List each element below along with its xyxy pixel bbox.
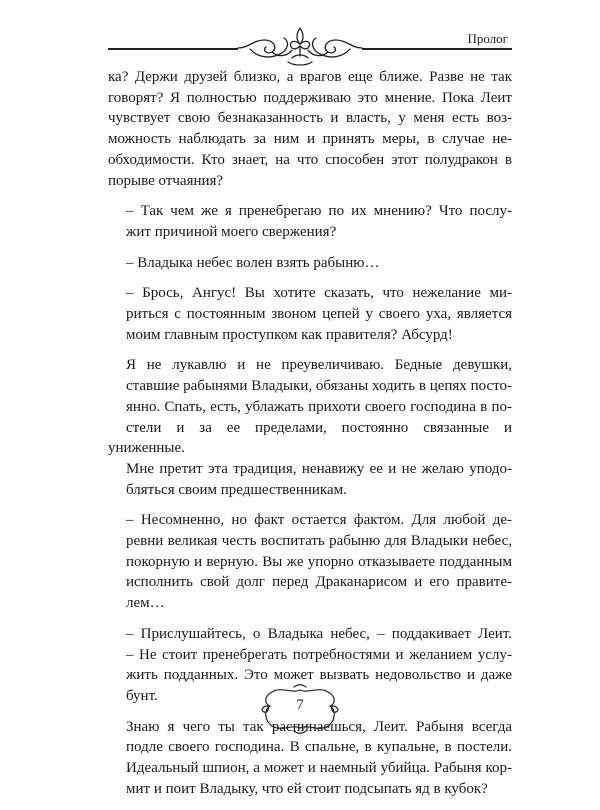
text-line: лем… <box>126 595 165 612</box>
header-rule-left <box>108 48 238 50</box>
text-line: ставшие рабынями Владыки, обязаны ходить в цепях посто- <box>126 378 512 395</box>
text-line: Мне претит эта традиция, ненавижу ее и не желаю уподо- <box>126 460 512 477</box>
header-rule-right <box>362 48 512 50</box>
text-line: покорную и верную. Вы же упорно отказываете подданным <box>126 553 512 570</box>
text-line: – Владыка небес волен взять рабыню… <box>126 254 380 271</box>
text-line: говорят? Я полностью поддерживаю это мнение. Пока Леит <box>108 89 512 106</box>
paragraph <box>108 67 512 191</box>
text-line: обходимости. Кто знает, на что способен этот полудракон в <box>108 151 512 168</box>
paragraph <box>108 355 512 500</box>
page-number: 7 <box>296 697 304 713</box>
text-line: исполнить свой долг перед Драканарисом и его правите- <box>126 574 512 591</box>
text-line: стели и за ее пределами, постоянно связанные и униженные. <box>108 419 512 457</box>
scroll-flourish-ornament-icon <box>232 22 368 68</box>
text-line: Я не лукавлю и не преувеличиваю. Бедные девушки, <box>126 357 512 374</box>
text-line: подле своего господина. В спальне, в купальне, в постели. <box>126 739 512 756</box>
text-line: – Брось, Ангус! Вы хотите сказать, что нежелание ми- <box>126 285 512 302</box>
text-line: Знаю я чего ты так распинаешься, Леит. Рабыня всегда <box>126 718 512 735</box>
text-line: – Несомненно, но факт остается фактом. Для любой де- <box>126 512 512 529</box>
paragraph <box>108 253 512 274</box>
text-line: риться с постоянным звоном цепей у своего уха, является <box>126 306 512 323</box>
page-header <box>0 0 600 75</box>
running-head: Пролог <box>467 31 508 46</box>
text-line: янно. Спать, есть, ублажать прихоти своего господина в по- <box>126 398 512 415</box>
text-line: ка? Держи друзей близко, а врагов еще ближе. Разве не так <box>108 69 512 85</box>
text-line: бляться своим предшественникам. <box>126 481 347 498</box>
paragraph <box>108 510 512 614</box>
text-line: жит причиной моего свержения? <box>126 223 337 240</box>
text-line: порыве отчаяния? <box>108 172 224 189</box>
text-line: – Так чем же я пренебрегаю по их мнению? Что послу- <box>126 203 512 220</box>
paragraph <box>108 283 512 345</box>
text-line: Идеальный шпион, а может и наемный убийца. Рабыня кор- <box>126 760 512 777</box>
text-line: – Прислушайтесь, о Владыка небес, – поддакивает Леит. <box>126 625 512 642</box>
page-footer <box>258 684 342 734</box>
text-line: чувствует свою безнаказанность и власть, у меня есть воз- <box>108 110 512 127</box>
text-line: можность наблюдать за ним и принять меры, в случае не- <box>108 131 512 148</box>
paragraph <box>108 201 512 242</box>
text-line: – Не стоит пренебрегать потребностями и желанием услу- <box>126 646 512 663</box>
text-line: ревни великая честь воспитать рабыню для Владыки небес, <box>126 533 512 550</box>
text-line: бунт. <box>126 687 158 704</box>
text-line: мит и поит Владыку, что ей стоит подсыпать яд в кубок? <box>126 780 488 797</box>
text-line: моим главным проступком как правителя? Абсурд! <box>126 326 453 343</box>
text-line: жить подданных. Это может вызвать недовольство и даже <box>126 667 512 684</box>
